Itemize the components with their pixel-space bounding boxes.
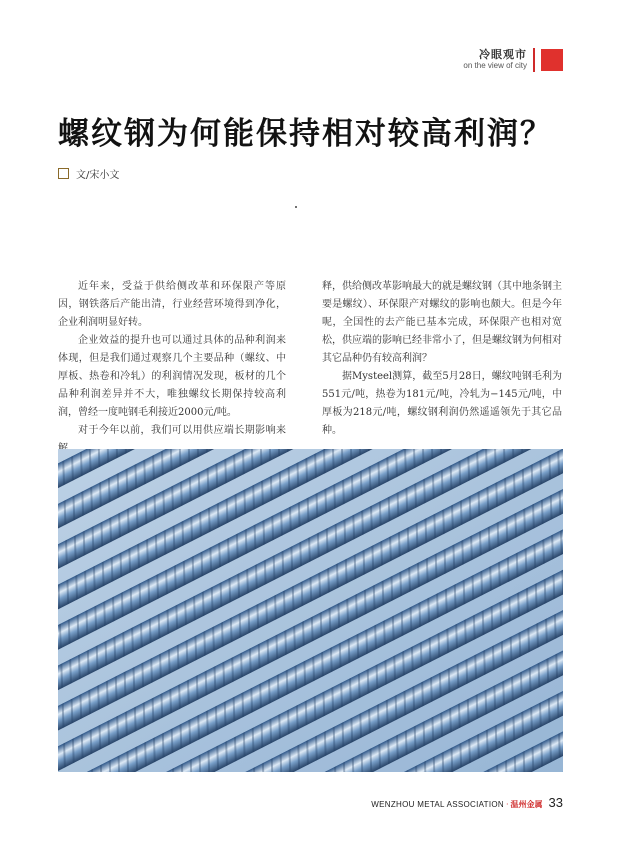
column-name-en: on the view of city bbox=[463, 61, 527, 70]
decorative-dot bbox=[295, 206, 297, 208]
paragraph: 对于今年以前，我们可以用供应端长期影响来 bbox=[78, 425, 286, 436]
red-square-mark bbox=[541, 49, 563, 71]
rebar-photo bbox=[58, 449, 563, 772]
column-name bbox=[463, 48, 527, 72]
paragraph: 释，供给侧改革影响最大的就是螺纹钢（其中地条钢主要是螺纹）、环保限产对螺纹的影响也颇大。但是今年呢，全国性的去产能已基本完成，环保限产也相对宽松，供应端的影响已经非常小了，但是螺纹钢为何相对其它品种仍有较高利润？ bbox=[322, 281, 562, 364]
left-column bbox=[58, 278, 286, 458]
column-header bbox=[463, 48, 563, 72]
column-divider bbox=[533, 48, 535, 72]
column-name-cn: 冷眼观市 bbox=[479, 48, 527, 61]
square-outline-icon bbox=[58, 168, 69, 179]
page-number: 33 bbox=[548, 795, 563, 810]
association-name: WENZHOU METAL ASSOCIATION bbox=[371, 800, 504, 809]
right-column bbox=[322, 278, 562, 440]
byline-text: 文/宋小文 bbox=[76, 170, 120, 181]
article-title: 螺纹钢为何能保持相对较高利润？ bbox=[58, 116, 553, 152]
paragraph: 近年来，受益于供给侧改革和环保限产等原因，钢铁落后产能出清，行业经营环境得到净化，企业利润明显好转。 bbox=[58, 281, 286, 328]
rebar-illustration bbox=[58, 449, 563, 772]
footer-separator: · bbox=[505, 800, 509, 809]
byline bbox=[58, 166, 119, 181]
paragraph: 企业效益的提升也可以通过具体的品种利润来体现，但是我们通过观察几个主要品种（螺纹、中厚板、热卷和冷轧）的利润情况发现，板材的几个品种利润差异并不大，唯独螺纹长期保持较高利润，曾经一度吨钢毛利接近2000元/吨。 bbox=[58, 335, 286, 418]
association-name-cn: 温州金属 bbox=[510, 800, 543, 809]
paragraph: 据Mysteel测算，截至5月28日，螺纹吨钢毛利为551元/吨，热卷为181元/吨，冷轧为−145元/吨，中厚板为218元/吨，螺纹钢利润仍然遥遥领先于其它品种。 bbox=[322, 371, 562, 436]
page-footer bbox=[371, 795, 563, 810]
